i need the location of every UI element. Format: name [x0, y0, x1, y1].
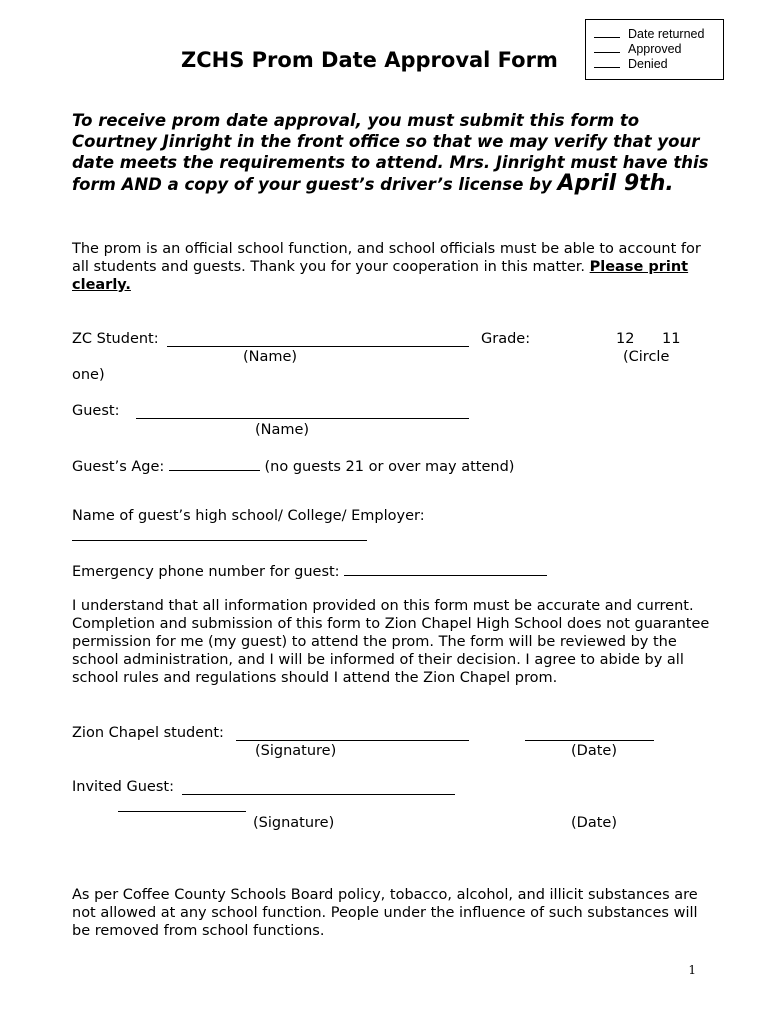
deadline-date: April 9th. — [557, 171, 674, 196]
student-date-field[interactable] — [525, 740, 654, 741]
intro-instructions — [72, 110, 712, 195]
student-name-hint: (Name) — [243, 349, 298, 365]
student-date-hint: (Date) — [571, 743, 617, 759]
page-number: 1 — [688, 963, 696, 977]
guest-school-field[interactable] — [72, 540, 367, 541]
guest-age-note: (no guests 21 or over may attend) — [264, 459, 515, 475]
status-label: Denied — [628, 57, 668, 71]
guest-school-label: Name of guest’s high school/ College/ Employer: — [72, 508, 425, 524]
grade-option-12[interactable]: 12 — [616, 331, 635, 347]
status-row-approved[interactable] — [594, 41, 682, 56]
grade-option-11[interactable]: 11 — [662, 331, 681, 347]
status-checkline[interactable] — [594, 26, 620, 38]
agreement-paragraph: I understand that all information provided on this form must be accurate and current. Completion and submission of this form to Zion Chapel High School does not guarantee permission for me (my guest) to attend the prom. The form will be reviewed by the school administration, and I will be informed of their decision. I agree to abide by all school rules and regulations should I attend the Zion Chapel prom. — [72, 598, 710, 686]
emergency-phone-row — [72, 561, 547, 581]
notice-text: The prom is an official school function, and school officials must be able to account for all students and guests. Thank you for your cooperation in this matter. — [72, 241, 701, 275]
guest-age-label: Guest’s Age: — [72, 459, 165, 475]
emergency-phone-field[interactable] — [344, 561, 547, 576]
guest-signature-hint: (Signature) — [253, 815, 335, 831]
form-title: ZCHS Prom Date Approval Form — [181, 48, 558, 72]
guest-date-field[interactable] — [118, 811, 246, 812]
guest-signature-label: Invited Guest: — [72, 779, 174, 795]
student-signature-hint: (Signature) — [255, 743, 337, 759]
student-label: ZC Student: — [72, 331, 159, 347]
status-checkline[interactable] — [594, 56, 620, 68]
guest-name-field[interactable] — [136, 418, 469, 419]
status-row-denied[interactable] — [594, 56, 668, 71]
guest-label: Guest: — [72, 403, 120, 419]
guest-date-hint: (Date) — [571, 815, 617, 831]
guest-age-field[interactable] — [169, 456, 260, 471]
policy-paragraph: As per Coffee County Schools Board policy, tobacco, alcohol, and illicit substances are not allowed at any school function. People under the influence of such substances will be removed from school functions. — [72, 887, 698, 939]
status-label: Approved — [628, 42, 682, 56]
guest-signature-field[interactable] — [182, 794, 455, 795]
status-checkline[interactable] — [594, 41, 620, 53]
guest-name-hint: (Name) — [255, 422, 310, 438]
print-clearly-note: Please print clearly. — [72, 259, 689, 293]
circle-hint: (Circle — [623, 349, 670, 365]
student-signature-label: Zion Chapel student: — [72, 725, 224, 741]
notice-paragraph — [72, 240, 712, 294]
status-label: Date returned — [628, 27, 705, 41]
status-row-date-returned[interactable] — [594, 26, 704, 41]
student-name-field[interactable] — [167, 346, 469, 347]
student-signature-field[interactable] — [236, 740, 469, 741]
emergency-phone-label: Emergency phone number for guest: — [72, 564, 340, 580]
circle-hint-continued: one) — [72, 367, 105, 383]
grade-label: Grade: — [481, 331, 531, 347]
intro-text: To receive prom date approval, you must submit this form to Courtney Jinright in the front office so that we may verify that your date meets the requirements to attend. Mrs. Jinright must have this form AND a copy of your guest’s driver’s license by — [72, 111, 709, 194]
guest-age-row — [72, 456, 514, 476]
office-status-box — [585, 19, 724, 80]
